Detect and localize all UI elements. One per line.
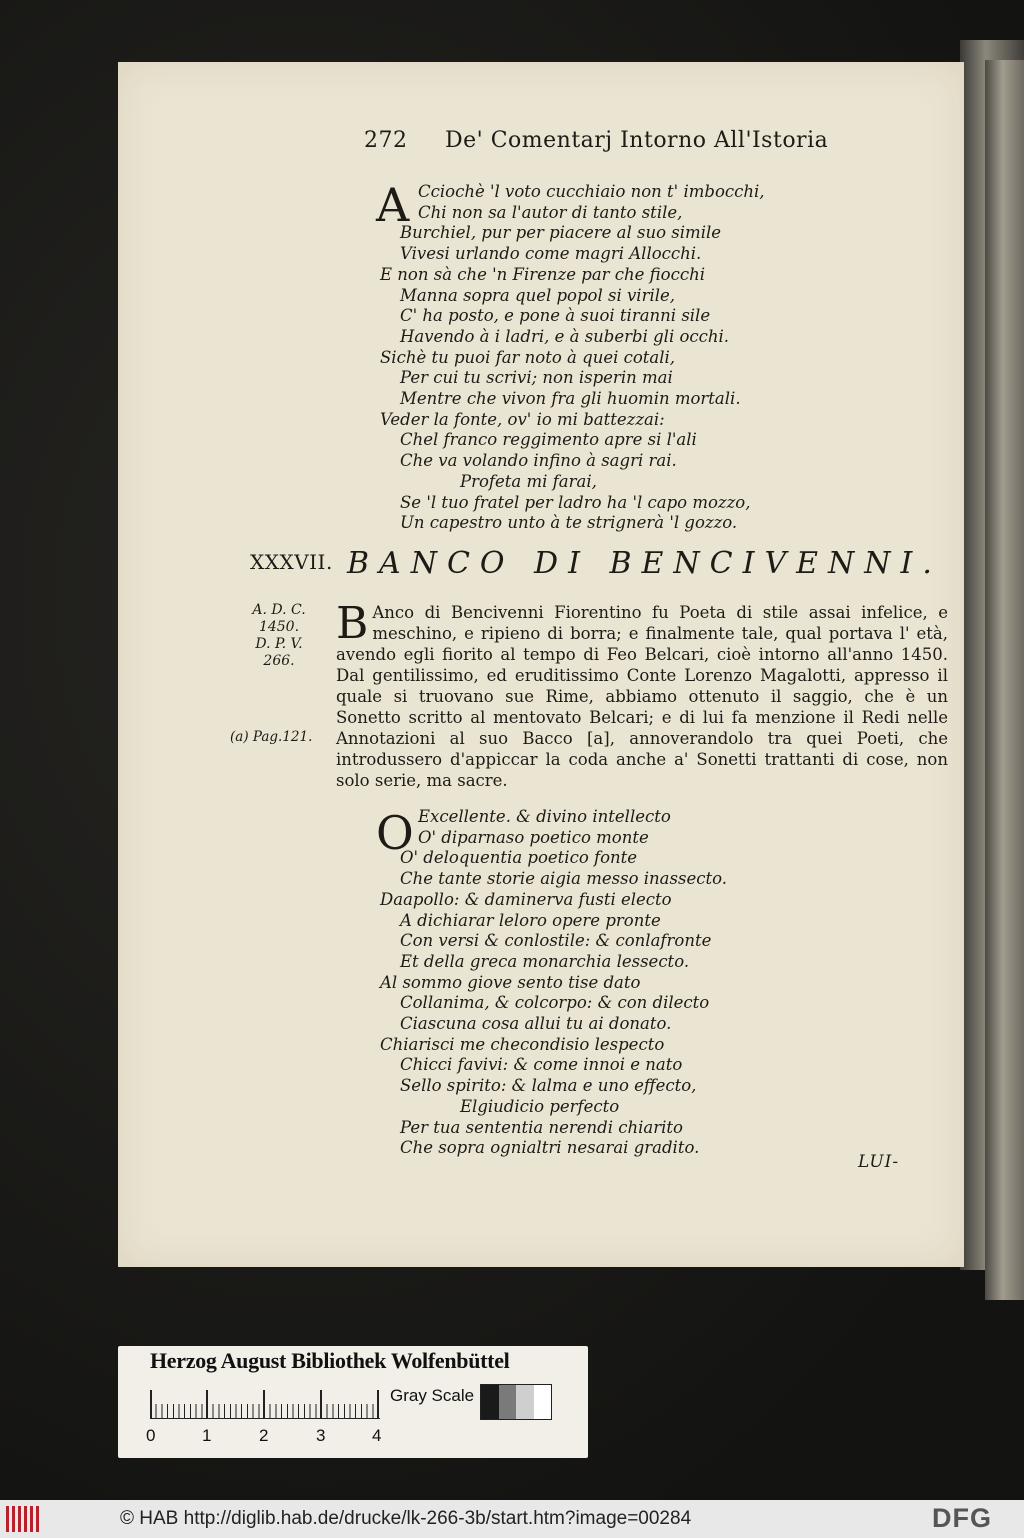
verse-line: Chi non sa l'autor di tanto stile, — [418, 202, 683, 222]
gray-patch — [534, 1385, 552, 1419]
verse-line: Havendo à i ladri, e à suberbi gli occhi. — [400, 326, 730, 346]
ruler-number: 2 — [259, 1426, 269, 1445]
gray-patch — [499, 1385, 517, 1419]
verse-line: Veder la fonte, ov' io mi battezzai: — [380, 409, 665, 429]
verse-line: Per tua sententia nerendi chiarito — [400, 1117, 683, 1137]
section-title: BANCO DI BENCIVENNI. — [347, 546, 942, 581]
verse-line: Che va volando infino à sagri rai. — [400, 451, 677, 471]
viewer-footer — [0, 1500, 1024, 1538]
dfg-logo: DFG — [932, 1503, 992, 1533]
verse-line: Che tante storie aigia messo inassecto. — [400, 869, 727, 889]
book-edge — [985, 60, 1024, 1300]
gray-scale-patches — [480, 1384, 552, 1420]
hab-logo-icon — [6, 1506, 40, 1532]
page-number: 272 — [364, 128, 408, 153]
gray-scale-label: Gray Scale — [390, 1386, 475, 1405]
book-page — [118, 62, 964, 1267]
verse-line: Burchiel, pur per piacere al suo simile — [400, 223, 722, 243]
margin-line: D. P. V. — [255, 636, 303, 652]
verse-line: Excellente. & divino intellecto — [418, 807, 671, 826]
verse-line: Collanima, & colcorpo: & con dilecto — [400, 993, 710, 1013]
verse-line: O' diparnaso poetico monte — [418, 827, 649, 847]
verse-line: Ciascuna cosa allui tu ai donato. — [400, 1014, 672, 1034]
section-number: XXXVII. — [250, 550, 333, 574]
library-name: Herzog August Bibliothek Wolfenbüttel — [150, 1348, 510, 1373]
source-url-link[interactable]: © HAB http://diglib.hab.de/drucke/lk-266-3b/start.htm?image=00284 — [120, 1508, 692, 1529]
verse-line: Chicci favivi: & come innoi e nato — [400, 1055, 683, 1075]
verse-line: Et della greca monarchia lessecto. — [400, 951, 690, 971]
running-header — [364, 128, 828, 153]
verse-line: Al sommo giove sento tise dato — [380, 972, 641, 992]
sonnet-one — [380, 182, 765, 534]
margin-footnote-ref: (a) Pag.121. — [230, 729, 313, 745]
sonnet-two — [380, 807, 727, 1159]
gray-patch — [481, 1385, 499, 1419]
margin-line: A. D. C. — [252, 602, 306, 618]
margin-line: 1450. — [258, 619, 300, 635]
verse-line: Se 'l tuo fratel per ladro ha 'l capo mozzo, — [400, 492, 751, 512]
verse-line: A dichiarar leloro opere pronte — [400, 910, 661, 930]
poem2-initial: O — [376, 806, 414, 860]
margin-line: 266. — [263, 653, 295, 669]
ruler-number: 1 — [202, 1426, 212, 1445]
color-calibration-card — [118, 1346, 588, 1458]
running-title: De' Comentarj Intorno All'Istoria — [445, 128, 829, 153]
verse-line: Mentre che vivon fra gli huomin mortali. — [400, 389, 741, 409]
margin-date-note — [236, 602, 322, 670]
verse-line: Sello spirito: & lalma e uno effecto, — [400, 1076, 697, 1096]
verse-line: Elgiudicio perfecto — [460, 1096, 620, 1116]
gray-patch — [516, 1385, 534, 1419]
ruler-major-tick — [263, 1390, 265, 1418]
prose-paragraph — [336, 598, 948, 791]
poem1-initial: A — [376, 178, 410, 232]
verse-line: Sichè tu puoi far noto à quei cotali, — [380, 347, 676, 367]
verse-line: O' deloquentia poetico fonte — [400, 848, 638, 868]
verse-line: Profeta mi farai, — [460, 471, 597, 491]
prose-text: Anco di Bencivenni Fiorentino fu Poeta di stile assai infelice, e meschino, e ripieno di borra; e finalmente tale, qual portava l' età, avendo egli fiorito al tempo di Feo Belcari, cioè intorno all'anno 1450. Dal gentilissimo, ed eruditissimo Conte Lorenzo Magalotti, appresso il quale si truovano sue Rime, abbiamo ottenuto il saggio, che è un Sonetto scritto al mentovato Belcari; e di lui fa menzione il Redi nelle Annotazioni al suo Bacco [a], annoverandolo tra quei Poeti, che introdussero d'appiccar la coda anche a' Sonetti trattanti di cose, non solo serie, ma sacre. — [336, 603, 948, 790]
ruler-number: 3 — [316, 1426, 326, 1445]
verse-line: Chel franco reggimento apre si l'ali — [400, 430, 697, 450]
verse-line: C' ha posto, e pone à suoi tiranni sile — [400, 306, 711, 326]
ruler-major-tick — [150, 1390, 152, 1418]
verse-line: Che sopra ognialtri nesarai gradito. — [400, 1138, 700, 1158]
ruler-major-tick — [320, 1390, 322, 1418]
ruler-major-tick — [377, 1390, 379, 1418]
verse-line: Vivesi urlando come magri Allocchi. — [400, 244, 702, 264]
ruler-number: 4 — [372, 1426, 382, 1445]
section-heading — [250, 546, 950, 586]
catchword: LUI- — [858, 1152, 900, 1172]
verse-line: Un capestro unto à te strignerà 'l gozzo. — [400, 513, 738, 533]
verse-line: Chiarisci me checondisio lespecto — [380, 1034, 665, 1054]
verse-line: E non sà che 'n Firenze par che fiocchi — [380, 264, 705, 284]
verse-line: Cciochè 'l voto cucchiaio non t' imbocchi, — [418, 182, 765, 201]
verse-line: Con versi & conlostile: & conlafronte — [400, 931, 712, 951]
ruler-number: 0 — [146, 1426, 156, 1445]
measurement-ruler — [150, 1390, 380, 1419]
verse-line: Per cui tu scrivi; non isperin mai — [400, 368, 673, 388]
verse-line: Manna sopra quel popol si virile, — [400, 285, 676, 305]
ruler-major-tick — [206, 1390, 208, 1418]
prose-initial: B — [336, 598, 369, 649]
verse-line: Daapollo: & daminerva fusti electo — [380, 889, 672, 909]
